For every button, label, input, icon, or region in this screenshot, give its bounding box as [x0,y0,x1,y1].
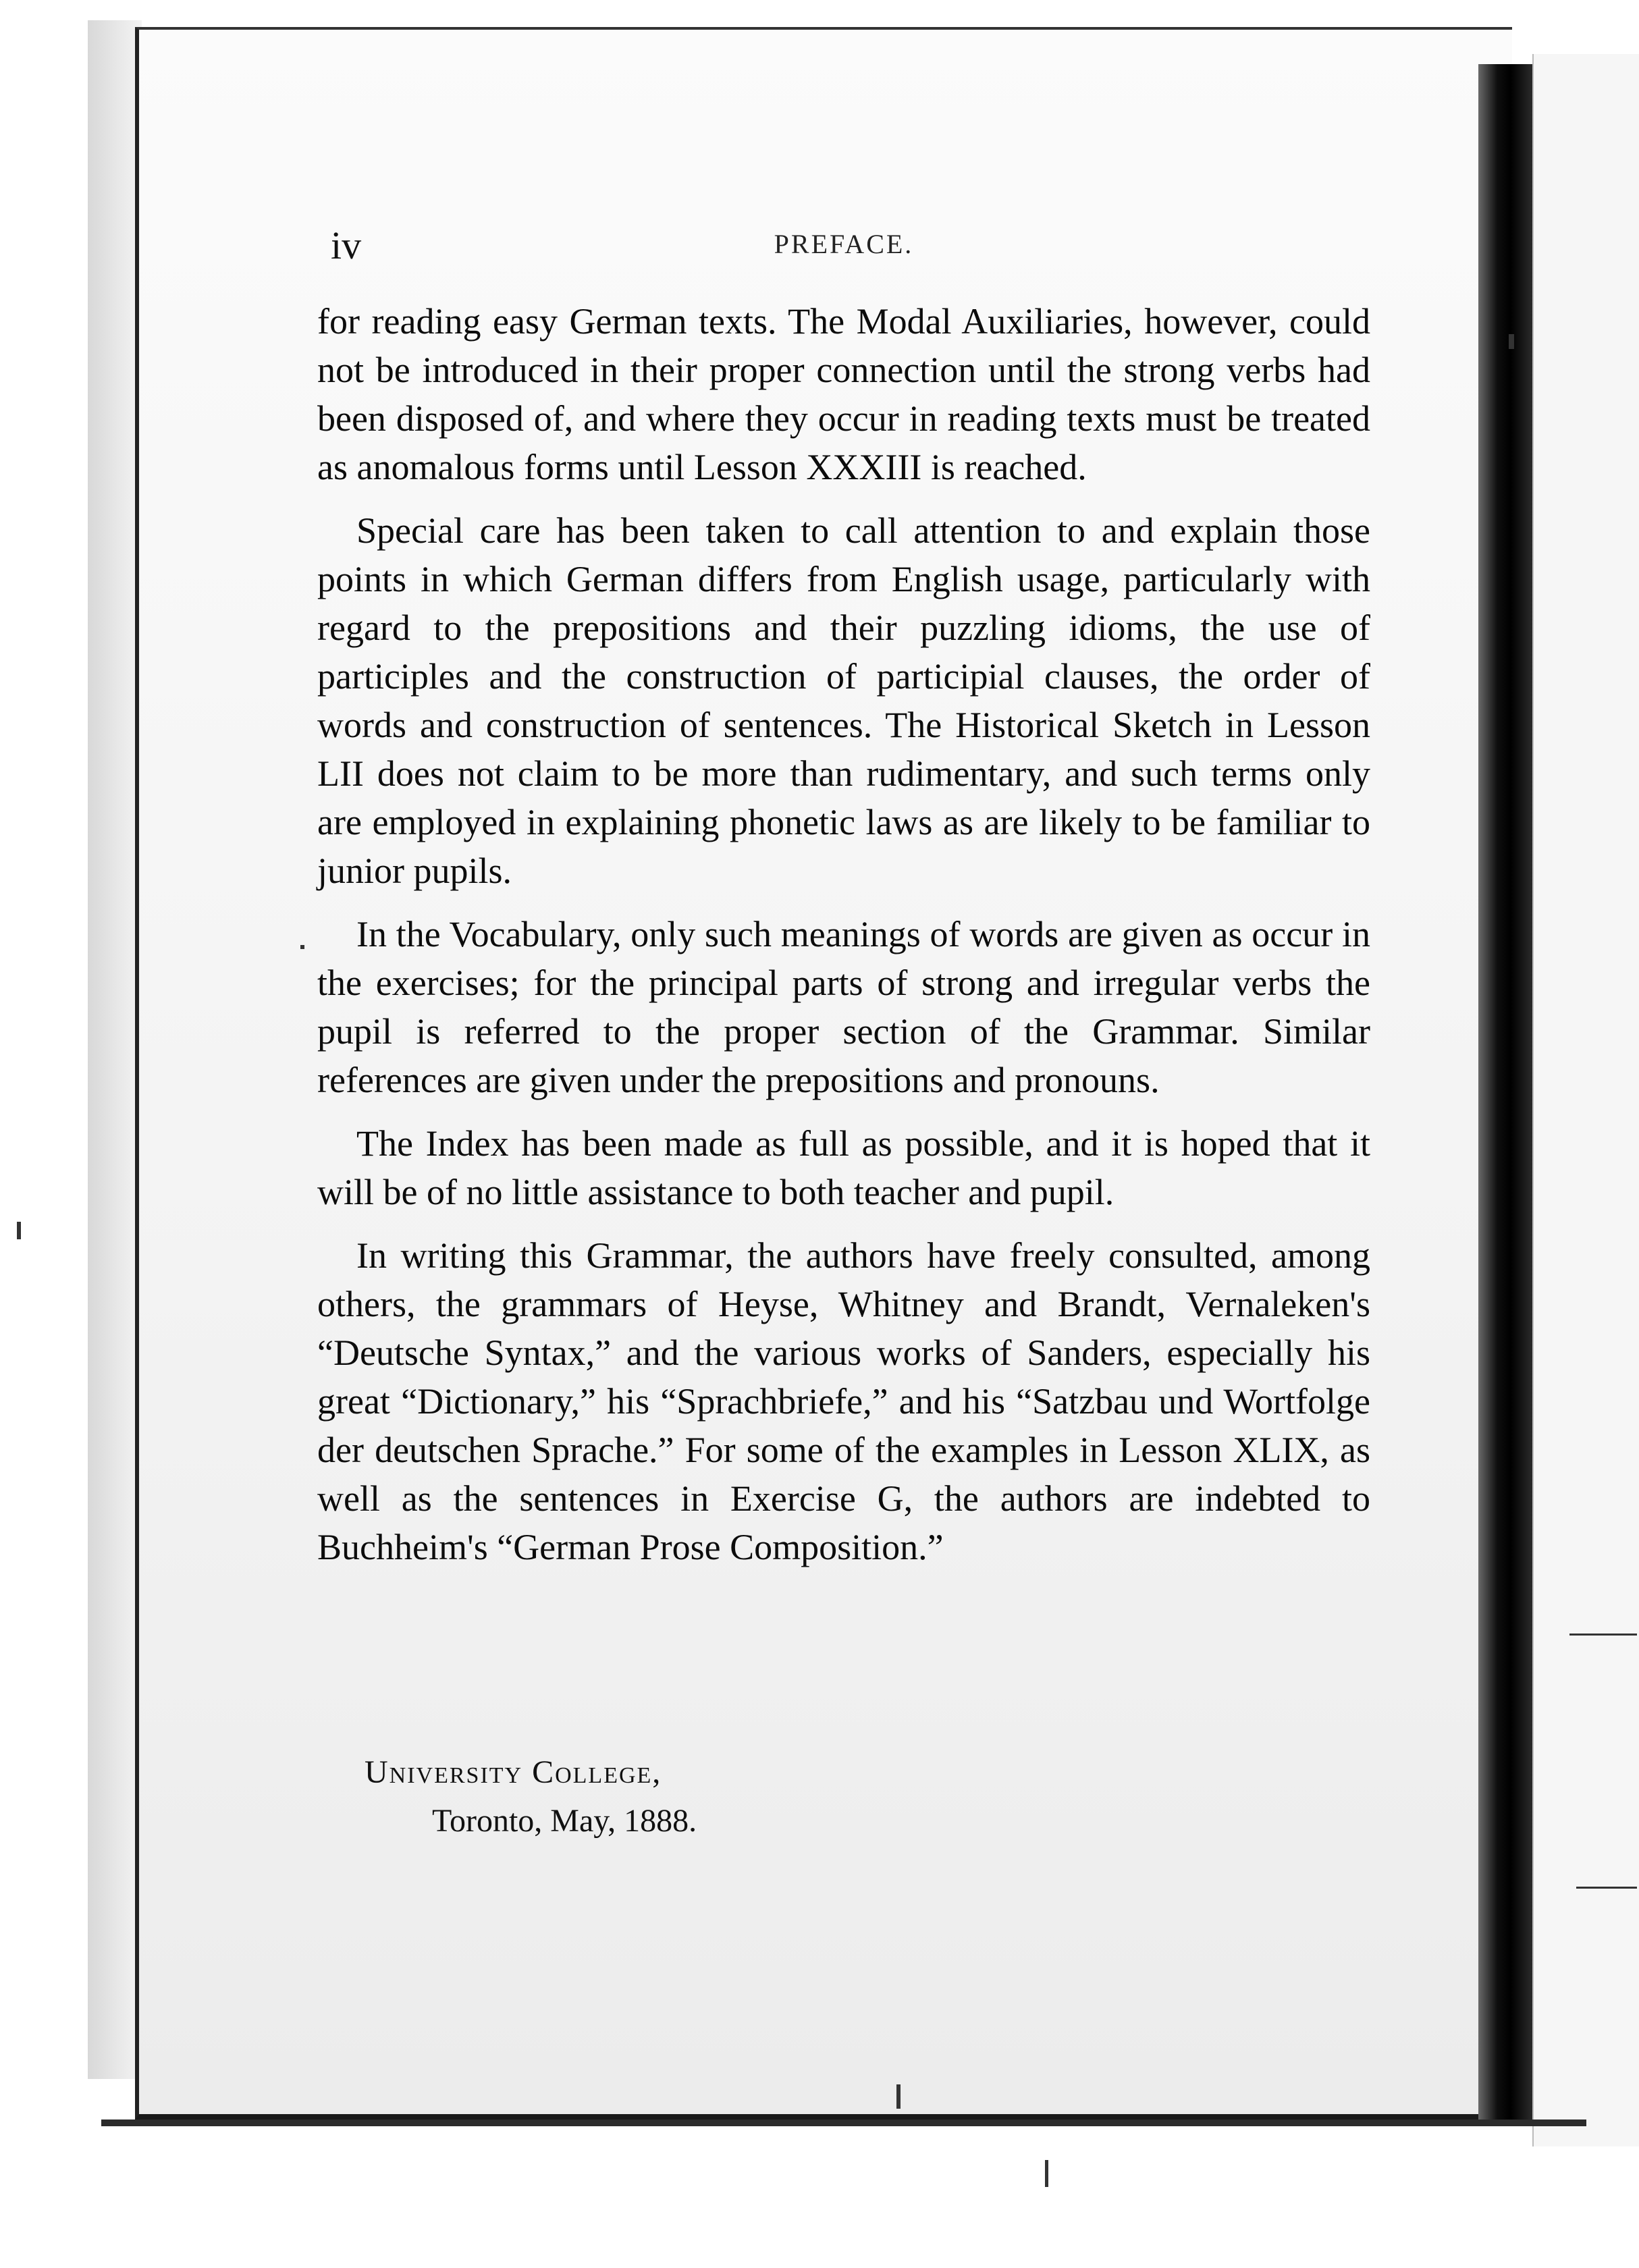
signature-block [365,1748,972,1845]
signature-place-date: Toronto, May, 1888. [432,1803,697,1839]
page-bottom-edge [101,2120,1586,2126]
page-title: PREFACE. [774,229,914,259]
book-spine-shadow [1478,64,1532,2123]
page-left-shadow [88,20,142,2079]
paragraph: The Index has been made as full as possible, and it is hoped that it will be of no little assistance to both teacher and pupil. [317,1123,1370,1212]
paragraph: Special care has been taken to call attention to and explain those points in which German differs from English usage, particularly with regard to the prepositions and their puzzling idioms, the use of participles and the construction of participial clauses, the order of words and construction of sentences. The Historical Sketch in Lesson LII does not claim to be more than rudimentary, and such terms only are employed in explaining phonetic laws as are likely to be familiar to junior pupils. [317,510,1370,891]
preface-body [317,297,1370,1586]
scan-speck [300,945,304,949]
scan-speck [1569,1634,1637,1636]
scan-speck [1509,334,1514,349]
scan-speck [896,2084,901,2109]
paragraph: for reading easy German texts. The Modal Auxiliaries, however, could not be introduced in their proper connection until the strong verbs had been disposed of, and where they occur in reading texts must be treated as anomalous forms until Lesson XXXIII is reached. [317,301,1370,487]
page-number: iv [331,223,362,267]
paragraph: In the Vocabulary, only such meanings of words are given as occur in the exercises; for the principal parts of strong and irregular verbs the pupil is referred to the proper section of the Grammar. Similar references are given under the prepositions and pronouns. [317,914,1370,1100]
paragraph: In writing this Grammar, the authors have freely consulted, among others, the grammars of Heyse, Whitney and Brandt, Vernaleken's “Deutsche Syntax,” and the various works of Sanders, especially his great “Dictionary,” his “Sprachbriefe,” and his “Satzbau und Wortfolge der deutschen Sprache.” For some of the examples in Lesson XLIX, as well as the sentences in Exercise G, the authors are indebted to Buchheim's “German Prose Composition.” [317,1235,1370,1567]
signature-college: University College, [365,1754,662,1790]
running-head [317,223,1370,277]
scan-speck [1576,1887,1637,1889]
facing-page-edge [1532,54,1639,2146]
scan-speck [1045,2160,1048,2187]
scan-speck [17,1222,21,1239]
